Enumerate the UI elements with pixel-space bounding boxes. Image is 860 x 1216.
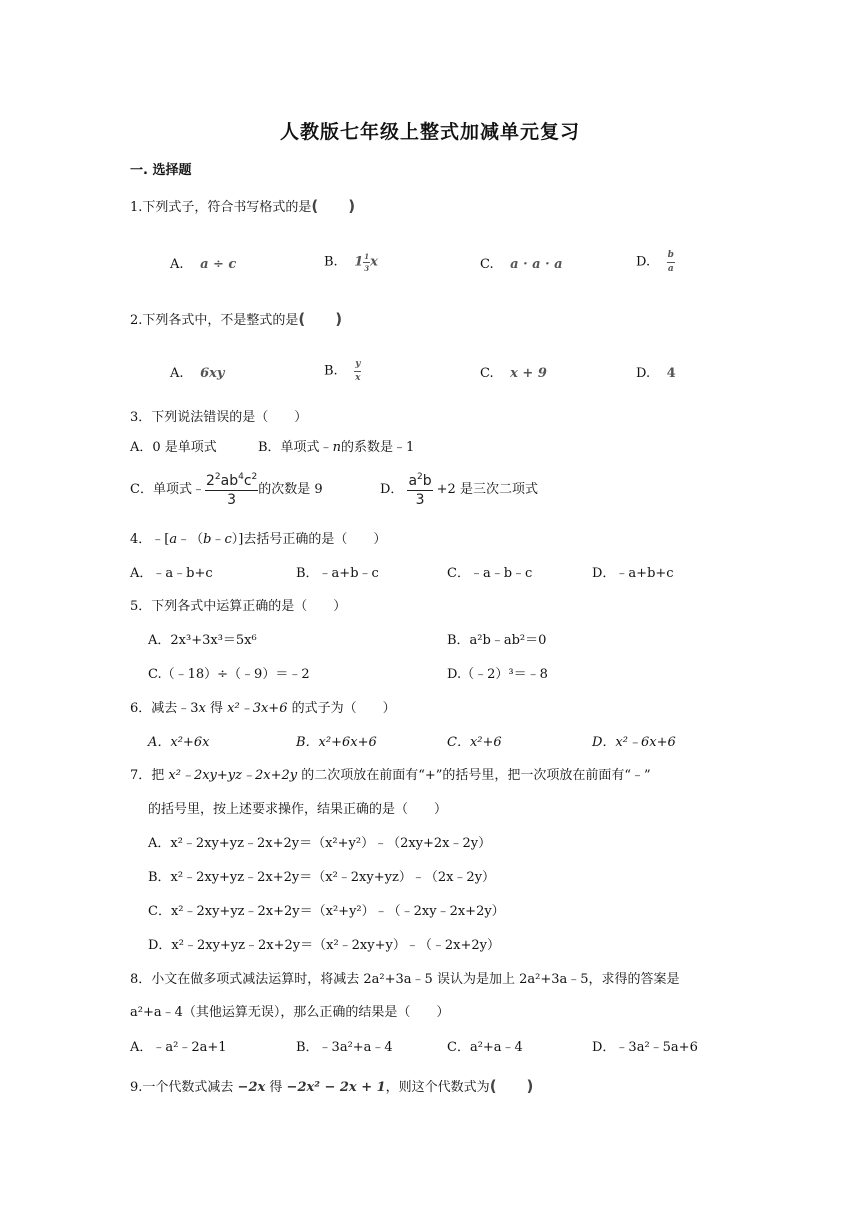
q2-option-d: D. 4 [636,366,676,381]
q1-option-a: A. a ÷ c [170,257,237,272]
q5-option-b: B．a²b﹣ab²＝0 [447,633,547,648]
q4-option-b: B．﹣a+b﹣c [296,566,379,581]
q5-option-c: C.（﹣18）÷（﹣9）＝﹣2 [148,667,310,682]
q4-option-d: D．﹣a+b+c [592,566,674,581]
q4-option-c: C．﹣a﹣b﹣c [447,566,533,581]
q6-option-a: A．x²+6x [148,735,210,750]
question-7-line-1: 7．把 x²﹣2xy+yz﹣2x+2y 的二次项放在前面有“+”的括号里，把一次项放在前面有“﹣” [130,768,651,783]
question-9: 9.一个代数式减去 −2x 得 −2x² − 2x + 1，则这个代数式为( ) [130,1077,534,1095]
q1-option-b: B. 1 $\frac{1}{3}$ x [324,252,378,273]
section-heading: 一. 选择题 [130,163,192,178]
q5-option-a: A．2x³+3x³＝5x⁶ [148,633,257,648]
q7-option-a: A．x²﹣2xy+yz﹣2x+2y＝（x²+y²）﹣（2xy+2x﹣2y） [148,836,492,851]
q3-option-d-frac: $\frac{a^2b}{3}$ [408,471,432,508]
q3-option-c: C．单项式﹣ $\frac{2^2ab^4c^2}{3}$ 的次数是 9 [130,471,323,508]
question-2-paren: ( ) [298,310,343,328]
question-1-paren: ( ) [311,197,356,215]
page-title: 人教版七年级上整式加减单元复习 [279,121,580,143]
question-3-stem: 3．下列说法错误的是（ ） [130,410,308,425]
question-7-line-2: 的括号里，按上述要求操作，结果正确的是（ ） [148,802,448,817]
q3-option-a: A．0 是单项式 [130,440,217,455]
q1-option-a-expr: a ÷ c [200,257,237,272]
q3-option-d: D． $\frac{a^2b}{3}$ +2 是三次二项式 [380,471,538,508]
q1-option-d-frac: $\frac{b}{a}$ [667,250,674,274]
q2-option-b-frac: $\frac{y}{x}$ [355,359,361,383]
q8-option-a: A．﹣a²﹣2a+1 [130,1040,227,1055]
q1-option-c: C. a · a · a [480,257,563,272]
q3-option-b: B．单项式﹣n的系数是﹣1 [258,440,415,455]
q2-option-a: A. 6xy [170,366,225,381]
q6-option-c: C．x²+6 [447,735,502,750]
question-1-stem: 1.下列式子，符合书写格式的是 [130,200,312,215]
question-2-stem: 2.下列各式中，不是整式的是 [130,313,299,328]
q7-option-c: C．x²﹣2xy+yz﹣2x+2y＝（x²+y²）﹣（﹣2xy﹣2x+2y） [148,904,505,919]
q9-expr-1: −2x [237,1080,266,1095]
q8-option-c: C．a²+a﹣4 [447,1040,523,1055]
q7-option-b: B．x²﹣2xy+yz﹣2x+2y＝（x²﹣2xy+yz）﹣（2x﹣2y） [148,870,496,885]
q2-option-c: C. x + 9 [480,366,547,381]
q1-option-c-expr: a · a · a [510,257,563,272]
q1-option-b-frac: $\frac{1}{3}$ [364,252,370,273]
q5-option-d: D.（﹣2）³＝﹣8 [447,667,548,682]
question-6-stem: 6．减去﹣3x 得 x²﹣3x+6 的式子为（ ） [130,701,396,716]
q6-option-b: B．x²+6x+6 [296,735,377,750]
q3-option-c-frac: $\frac{2^2ab^4c^2}{3}$ [205,471,258,508]
q8-option-b: B．﹣3a²+a﹣4 [296,1040,393,1055]
q9-expr-2: −2x² − 2x + 1 [286,1080,386,1095]
q8-option-d: D．﹣3a²﹣5a+6 [592,1040,698,1055]
q1-option-d: D. $\frac{b}{a}$ [636,250,674,274]
q4-option-a: A．﹣a﹣b+c [130,566,213,581]
question-8-line-2: a²+a﹣4（其他运算无误），那么正确的结果是（ ） [130,1005,450,1020]
question-5-stem: 5．下列各式中运算正确的是（ ） [130,599,347,614]
question-9-paren: ( ) [489,1077,534,1095]
question-4-stem: 4．﹣[a﹣（b﹣c）]去括号正确的是（ ） [130,532,387,547]
question-2 [130,310,342,330]
q6-option-d: D．x²﹣6x+6 [592,735,676,750]
q7-option-d: D．x²﹣2xy+yz﹣2x+2y＝（x²﹣2xy+y）﹣（﹣2x+2y） [148,938,500,953]
question-1 [130,197,355,217]
question-8-line-1: 8．小文在做多项式减法运算时，将减去 2a²+3a﹣5 误认为是加上 2a²+3a﹣5，求得的答案是 [130,972,680,987]
q2-option-b: B. $\frac{y}{x}$ [324,359,361,383]
